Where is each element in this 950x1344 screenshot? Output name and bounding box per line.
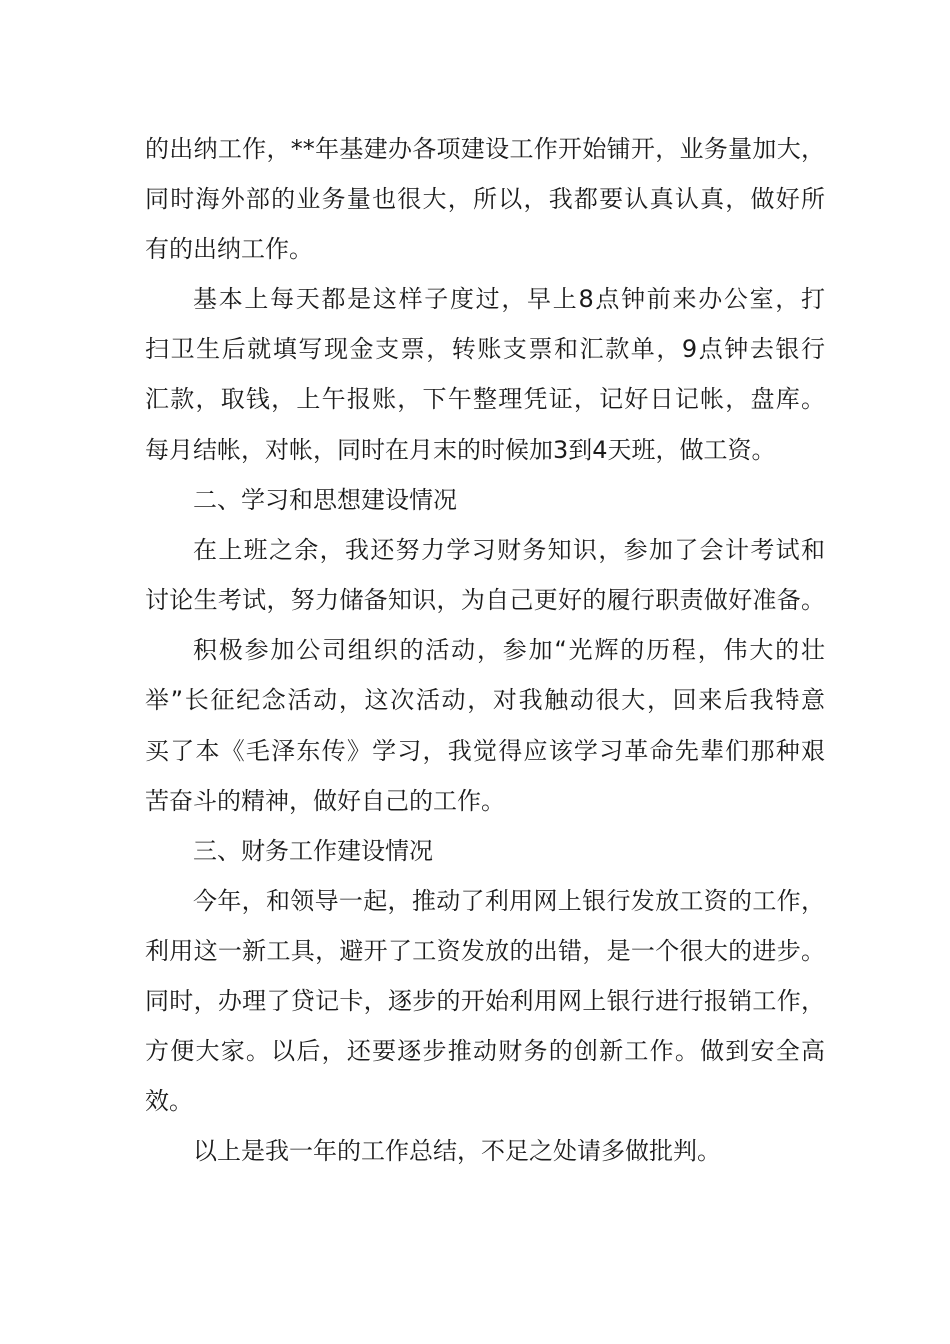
text-line: 今年，和领导一起，推动了利用网上银行发放工资的工作， bbox=[193, 887, 825, 915]
text-line: 讨论生考试，努力储备知识，为自己更好的履行职责做好准备。 bbox=[145, 586, 825, 614]
text-line: 同时，办理了贷记卡，逐步的开始利用网上银行进行报销工作， bbox=[145, 987, 825, 1015]
text-line: 汇款，取钱，上午报账，下午整理凭证，记好日记帐，盘库。 bbox=[145, 385, 825, 413]
section-heading: 三、财务工作建设情况 bbox=[193, 837, 433, 865]
text-line: 利用这一新工具，避开了工资发放的出错，是一个很大的进步。 bbox=[145, 937, 825, 965]
text-line: 苦奋斗的精神，做好自己的工作。 bbox=[145, 787, 505, 815]
text-line: 同时海外部的业务量也很大，所以，我都要认真认真，做好所 bbox=[145, 185, 825, 213]
text-line: 以上是我一年的工作总结，不足之处请多做批判。 bbox=[193, 1137, 721, 1165]
text-line: 效。 bbox=[145, 1087, 193, 1115]
text-line: 每月结帐，对帐，同时在月末的时候加3到4天班，做工资。 bbox=[145, 436, 776, 464]
text-line: 买了本《毛泽东传》学习，我觉得应该学习革命先辈们那种艰 bbox=[145, 737, 825, 765]
text-line: 方便大家。以后，还要逐步推动财务的创新工作。做到安全高 bbox=[145, 1037, 825, 1065]
text-line: 的出纳工作，**年基建办各项建设工作开始铺开，业务量加大， bbox=[145, 135, 825, 163]
text-line: 扫卫生后就填写现金支票，转账支票和汇款单，9点钟去银行 bbox=[145, 335, 825, 363]
text-line: 举”长征纪念活动，这次活动，对我触动很大，回来后我特意 bbox=[145, 686, 825, 714]
text-line: 在上班之余，我还努力学习财务知识，参加了会计考试和 bbox=[193, 536, 825, 564]
text-line: 有的出纳工作。 bbox=[145, 235, 313, 263]
section-heading: 二、学习和思想建设情况 bbox=[193, 486, 457, 514]
text-line: 基本上每天都是这样子度过，早上8点钟前来办公室，打 bbox=[193, 285, 825, 313]
text-line: 积极参加公司组织的活动，参加“光辉的历程，伟大的壮 bbox=[193, 636, 825, 664]
